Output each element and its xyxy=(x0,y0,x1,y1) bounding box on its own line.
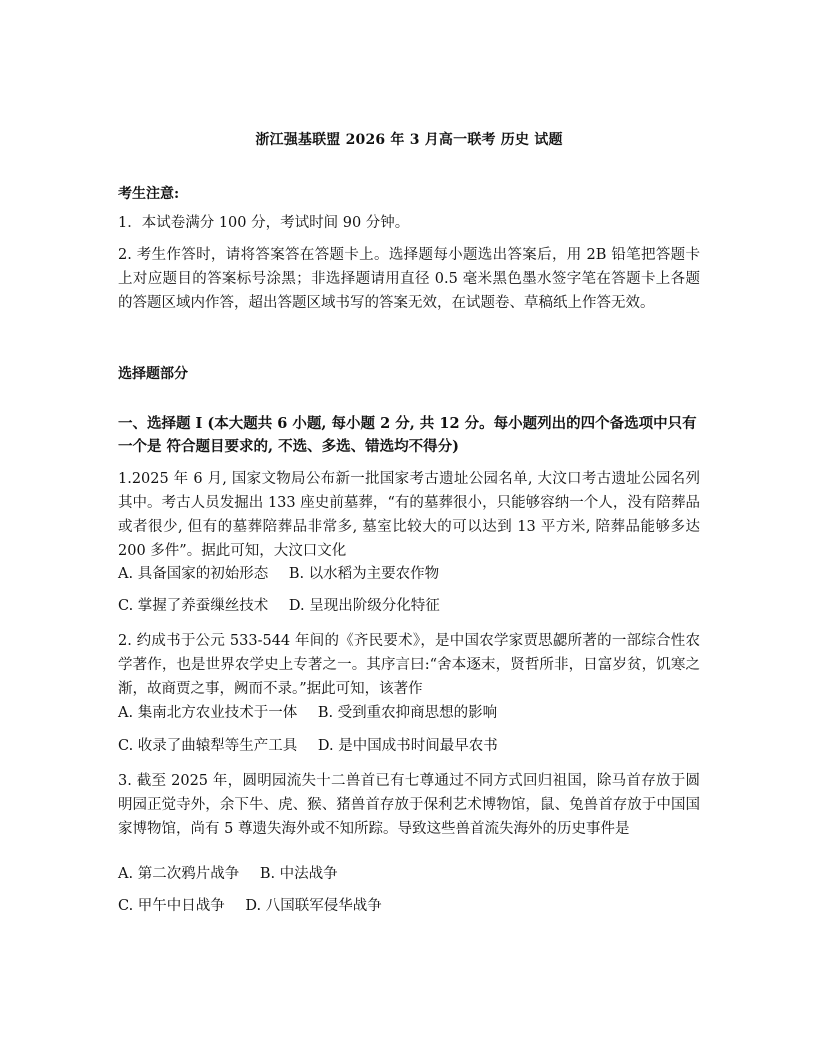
question-1-option-d[interactable]: D. 呈现出阶级分化特征 xyxy=(288,598,440,614)
section-heading: 选择题部分 xyxy=(118,366,188,382)
question-2-options-row-1 xyxy=(118,703,497,723)
question-3-option-c[interactable]: C. 甲午中日战争 xyxy=(118,898,225,914)
question-1-option-a[interactable]: A. 具备国家的初始形态 xyxy=(118,566,269,582)
question-1-option-c[interactable]: C. 掌握了养蚕缫丝技术 xyxy=(118,598,269,614)
question-2-option-d[interactable]: D. 是中国成书时间最早农书 xyxy=(317,738,498,754)
notice-heading: 考生注意: xyxy=(118,186,180,202)
question-3-option-a[interactable]: A. 第二次鸦片战争 xyxy=(118,866,240,882)
question-1-option-b[interactable]: B. 以水稻为主要农作物 xyxy=(288,566,440,582)
question-1-options-row-1 xyxy=(118,564,439,584)
question-3-option-d[interactable]: D. 八国联军侵华战争 xyxy=(245,898,382,914)
part1-heading: 一、选择题 I (本大题共 6 小题, 每小题 2 分, 共 12 分。每小题列出的四个备选项中只有一个是 符合题目要求的, 不选、多选、错选均不得分) xyxy=(118,415,697,455)
question-3-options-row-2 xyxy=(118,896,382,916)
question-3-options-row-1 xyxy=(118,864,338,884)
notice-item-2: 2. 考生作答时，请将答案答在答题卡上。选择题每小题选出答案后，用 2B 铅笔把答题卡上对应题目的答案标号涂黑；非选择题请用直径 0.5 毫米黑色墨水签字笔在答题卡上各题的答题区域内作答，超出答题区域书写的答案无效，在试题卷、草稿纸上作答无效。 xyxy=(118,247,700,311)
exam-title: 浙江强基联盟 2026 年 3 月高一联考 历史 试题 xyxy=(255,132,563,148)
notice-item-1: 1．本试卷满分 100 分，考试时间 90 分钟。 xyxy=(118,215,410,231)
question-2-option-b[interactable]: B. 受到重农抑商思想的影响 xyxy=(317,705,498,721)
question-1-stem: 1.2025 年 6 月, 国家文物局公布新一批国家考古遗址公园名单, 大汶口考古遗址公园名列其中。考古人员发掘出 133 座史前墓葬，“有的墓葬很小，只能够容纳一个人，没有陪葬品或者很少, 但有的墓葬陪葬品非常多, 墓室比较大的可以达到 13 平方米, 陪葬品能够多达 200 多件”。据此可知，大汶口文化 xyxy=(118,471,700,559)
question-2-option-c[interactable]: C. 收录了曲辕犁等生产工具 xyxy=(118,738,298,754)
question-3-stem: 3. 截至 2025 年，圆明园流失十二兽首已有七尊通过不同方式回归祖国，除马首存放于圆明园正觉寺外，余下牛、虎、猴、猪兽首存放于保利艺术博物馆，鼠、兔兽首存放于中国国家博物馆，尚有 5 尊遗失海外或不知所踪。导致这些兽首流失海外的历史事件是 xyxy=(118,773,700,837)
question-3-option-b[interactable]: B. 中法战争 xyxy=(259,866,338,882)
question-1-options-row-2 xyxy=(118,596,440,616)
question-2-option-a[interactable]: A. 集南北方农业技术于一体 xyxy=(118,705,298,721)
question-2-stem: 2. 约成书于公元 533-544 年间的《齐民要术》，是中国农学家贾思勰所著的一部综合性农学著作，也是世界农学史上专著之一。其序言曰:“舍本逐末，贤哲所非，日富岁贫，饥寒之渐，故商贾之事，阙而不录。”据此可知，该著作 xyxy=(118,633,700,697)
question-2-options-row-2 xyxy=(118,736,498,756)
